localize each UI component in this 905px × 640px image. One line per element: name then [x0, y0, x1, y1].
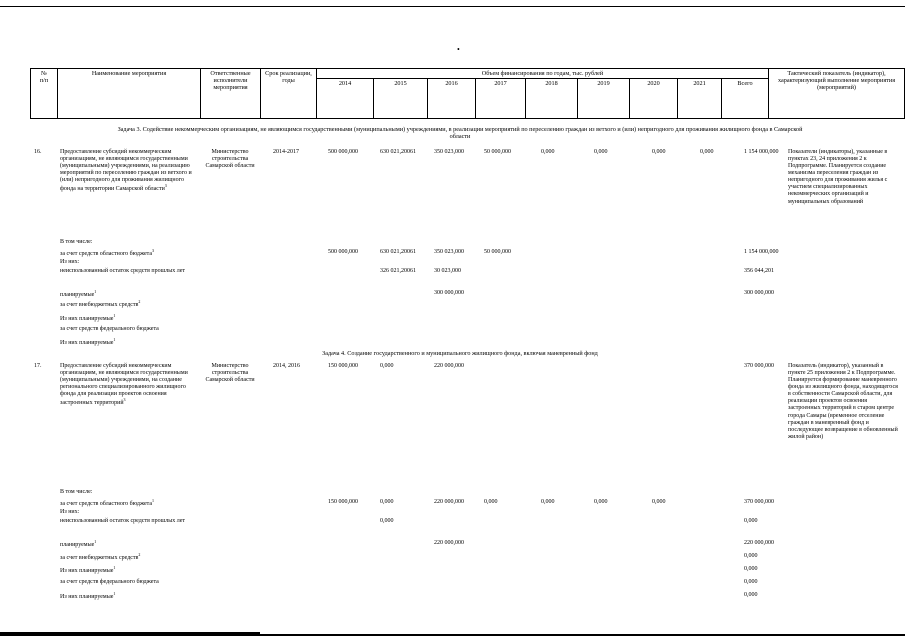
item-17-responsible: Министерство строительства Самарской области [205, 363, 255, 384]
breakdown-label-text: неиспользованный остаток средств прошлых лет [60, 518, 186, 524]
item-16-indicator: Показатели (индикаторы), указанные в пунктах 23, 24 приложения 2 к Подпрограмме. Планируется создание механизма переселения граждан из непригодного для проживания жилья с участием специализированных некоммерческих организаций и муниципальных образований [788, 149, 888, 205]
header-year: 2021 [678, 79, 722, 119]
value-cell: 0,000 [744, 592, 758, 598]
footnote-mark: 1 [113, 313, 116, 318]
breakdown-label [60, 553, 198, 562]
value-cell: 350 023,000 [434, 149, 464, 155]
breakdown-label-text: планируемые [60, 542, 95, 548]
value-cell: 0,000 [744, 579, 758, 585]
header-year: 2015 [374, 79, 428, 119]
item-17-indicator: Показатель (индикатор), указанный в пункте 25 приложения 2 к Подпрограмме. Планируется формирование маневренного фонда из жилищного фонда, находящегося в собственности Самарской области, для реализации проектов освоения застроенных территорий в старом центре города Самары (временное отселение граждан в маневренный фонд и последующее возвращение в обновленный жилой район) [788, 363, 898, 440]
header-year: 2020 [630, 79, 678, 119]
header-period: Срок реализации, годы [261, 69, 317, 119]
breakdown-label-text: В том числе: [60, 489, 93, 495]
breakdown-label [60, 518, 198, 525]
page-mark: • [457, 45, 460, 54]
breakdown-label-text: планируемые [60, 292, 95, 298]
value-cell: 500 000,000 [328, 249, 358, 255]
breakdown-label [60, 489, 198, 496]
breakdown-label-text: неиспользованный остаток средств прошлых лет [60, 268, 186, 274]
value-cell: 220 000,000 [434, 540, 464, 546]
breakdown-label [60, 566, 198, 575]
top-rule [0, 6, 905, 7]
value-cell: 220 000,000 [434, 499, 464, 505]
value-cell: 0,000 [744, 553, 758, 559]
value-cell: 220 000,000 [434, 363, 464, 369]
item-17-name [60, 363, 198, 407]
breakdown-label-text: Из них планируемые [60, 340, 114, 346]
footnote-mark: 1 [94, 539, 97, 544]
value-cell: 0,000 [380, 499, 394, 505]
value-cell: 356 044,201 [744, 268, 774, 274]
value-cell: 500 000,000 [328, 149, 358, 155]
value-cell: 300 000,000 [744, 290, 774, 296]
breakdown-label-text: Из них планируемые [60, 594, 114, 600]
value-cell: 370 000,000 [744, 363, 774, 369]
breakdown-label-text: за счет внебюджетных средств [60, 555, 139, 561]
header-year: 2016 [428, 79, 476, 119]
footnote-mark: 1 [152, 498, 155, 503]
value-cell: 50 000,000 [484, 249, 511, 255]
header-resp: Ответственные исполнители мероприятия [201, 69, 261, 119]
header-funding: Объем финансирования по годам, тыс. рублей [317, 69, 769, 79]
item-16-number: 16. [34, 149, 42, 155]
table-header [30, 68, 905, 119]
header-indicator: Тактический показатель (индикатор), характеризующий выполнение мероприятия (мероприятий) [769, 69, 905, 119]
bottom-rule [0, 634, 905, 636]
breakdown-label-text: за счет средств областного бюджета [60, 501, 153, 507]
value-cell: 50 000,000 [484, 149, 511, 155]
breakdown-label-text: В том числе: [60, 239, 93, 245]
breakdown-label [60, 268, 198, 275]
item-16-name-text: Предоставление субсидий некоммерческим организациям, не являющимся государственными (муниципальными) учреждениями, на реализацию мероприятий по переселению граждан из ветхого и (или) непригодного для проживания жилищного фонда на территории Самарской области [60, 149, 192, 193]
item-17-name-text: Предоставление субсидий некоммерческим организациям, не являющимся государственными (муниципальными) учреждениями, на создание регионального специализированного жилищного фонда для реализации проектов освоения застроенных территорий [60, 363, 188, 407]
footnote-mark: 1 [94, 289, 97, 294]
value-cell: 300 000,000 [434, 290, 464, 296]
header-year: 2019 [578, 79, 630, 119]
item-16-responsible: Министерство строительства Самарской области [205, 149, 255, 170]
value-cell: 630 021,20061 [380, 149, 416, 155]
value-cell: 630 021,20061 [380, 249, 416, 255]
value-cell: 1 154 000,000 [744, 149, 779, 155]
footnote-mark: 2 [138, 552, 141, 557]
value-cell: 0,000 [744, 566, 758, 572]
value-cell: 0,000 [541, 499, 555, 505]
value-cell: 0,000 [700, 149, 714, 155]
item-17-number: 17. [34, 363, 42, 369]
footnote-mark: 3 [123, 397, 126, 403]
value-cell: 0,000 [484, 499, 498, 505]
value-cell: 0,000 [652, 499, 666, 505]
breakdown-label [60, 249, 198, 258]
breakdown-label [60, 300, 198, 309]
value-cell: 220 000,000 [744, 540, 774, 546]
value-cell: 370 000,000 [744, 499, 774, 505]
value-cell: 0,000 [652, 149, 666, 155]
breakdown-label-text: за счет средств федерального бюджета [60, 579, 159, 585]
breakdown-label [60, 290, 198, 299]
breakdown-label [60, 499, 198, 508]
value-cell: 150 000,000 [328, 363, 358, 369]
breakdown-label [60, 314, 198, 323]
breakdown-label [60, 540, 198, 549]
value-cell: 0,000 [594, 499, 608, 505]
footnote-mark: 1 [113, 565, 116, 570]
value-cell: 0,000 [594, 149, 608, 155]
breakdown-label [60, 509, 198, 516]
value-cell: 0,000 [380, 518, 394, 524]
value-cell: 326 021,20061 [380, 268, 416, 274]
header-no: № п/п [31, 69, 58, 119]
value-cell: 1 154 000,000 [744, 249, 779, 255]
item-16-name [60, 149, 200, 193]
breakdown-label-text: Из них планируемые [60, 568, 114, 574]
breakdown-label-text: за счет средств федерального бюджета [60, 326, 159, 332]
breakdown-label-text: Из них: [60, 509, 80, 515]
task-4-heading: Задача 4. Создание государственного и муниципального жилищного фонда, включая маневренный фонд [322, 350, 598, 357]
breakdown-label-text: за счет средств областного бюджета [60, 251, 153, 257]
footnote-mark: 3 [152, 248, 155, 253]
value-cell: 0,000 [541, 149, 555, 155]
breakdown-label [60, 592, 198, 601]
breakdown-label [60, 239, 198, 246]
item-17-period: 2014, 2016 [273, 363, 300, 369]
value-cell: 350 023,000 [434, 249, 464, 255]
breakdown-label [60, 579, 198, 586]
footnote-mark: 2 [138, 299, 141, 304]
value-cell: 0,000 [380, 363, 394, 369]
footnote-mark: 1 [113, 591, 116, 596]
header-year: 2014 [317, 79, 374, 119]
header-total: Всего [722, 79, 769, 119]
value-cell: 0,000 [744, 518, 758, 524]
task-3-heading: Задача 3. Содействие некоммерческим организациям, не являющимся государственными (муниципальными) учреждениями, в реализации мероприятий по переселению граждан из ветхого и (или) непригодного для проживания жилищного фонда в Самарской области [117, 126, 803, 141]
footnote-mark: 3 [164, 183, 167, 189]
value-cell: 30 023,000 [434, 268, 461, 274]
header-year: 2017 [476, 79, 526, 119]
breakdown-label [60, 338, 198, 347]
item-16-period: 2014-2017 [273, 149, 299, 155]
value-cell: 150 000,000 [328, 499, 358, 505]
breakdown-label-text: Из них планируемые [60, 316, 114, 322]
header-year: 2018 [526, 79, 578, 119]
footnote-mark: 1 [113, 337, 116, 342]
breakdown-label [60, 259, 198, 266]
breakdown-label [60, 326, 198, 333]
breakdown-label-text: за счет внебюджетных средств [60, 302, 139, 308]
header-name: Наименование мероприятия [58, 69, 201, 119]
breakdown-label-text: Из них: [60, 259, 80, 265]
